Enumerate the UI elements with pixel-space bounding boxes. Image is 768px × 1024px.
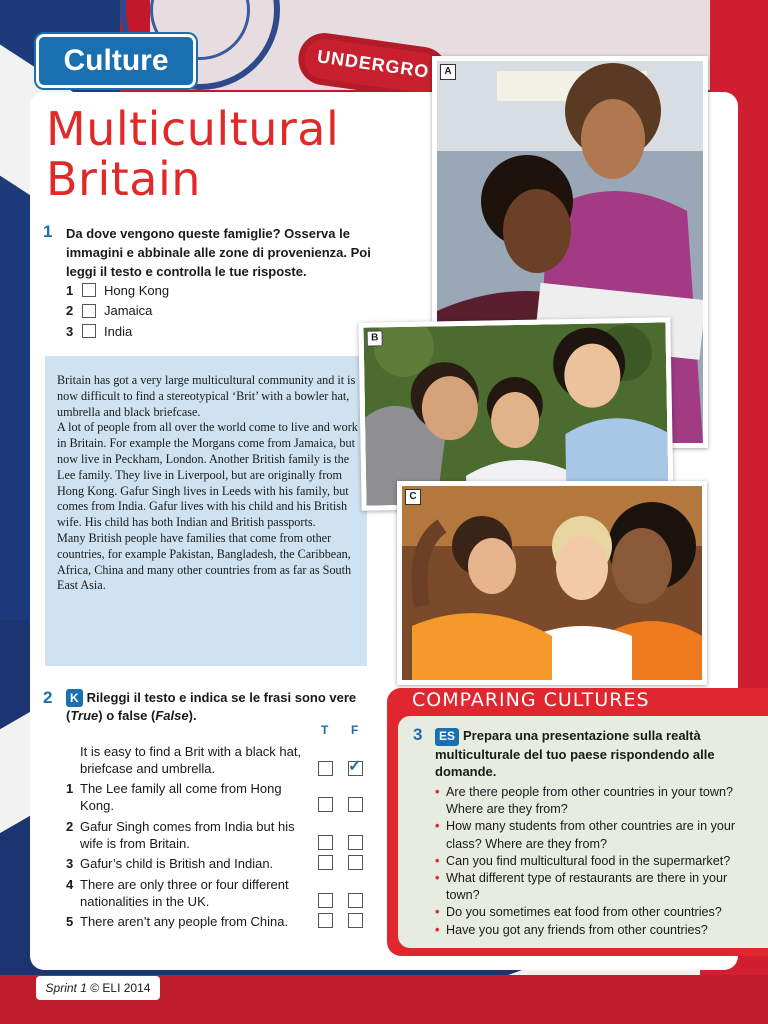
question-item: • How many students from other countries are in your class? Where are they from?: [435, 818, 755, 852]
photo-c: [397, 481, 707, 685]
section-tag: Culture: [36, 34, 196, 88]
statement-text: The Lee family all come from Hong Kong.: [80, 781, 282, 813]
statement-text: There aren’t any people from China.: [80, 914, 289, 929]
statement-text: Gafur Singh comes from India but his wife is from Britain.: [80, 819, 295, 851]
reading-paragraph: Many British people have families that come from other countries, for example Pakistan, Bangladesh, the Caribbean, Africa, China and many other countries from as far as South East Asia.: [57, 530, 352, 593]
option-label: Jamaica: [104, 303, 153, 319]
true-checkbox[interactable]: [318, 893, 333, 908]
false-checkbox[interactable]: [348, 913, 363, 928]
footer-credit: [36, 976, 160, 1000]
exercise-3-instruction: ES Prepara una presentazione sulla realtà multiculturale del tuo paese rispondendo alle domande.: [435, 728, 715, 779]
false-column-header: F: [351, 723, 359, 737]
option-row: 1 Hong Kong: [66, 282, 170, 298]
checkbox[interactable]: [82, 283, 96, 297]
option-row: 3 India: [66, 323, 133, 339]
statement-text: It is easy to find a Brit with a black hat, briefcase and umbrella.: [80, 744, 302, 776]
family-b-image: [363, 322, 668, 505]
option-row: 2 Jamaica: [66, 303, 153, 319]
title-line-1: Multicultural: [46, 102, 340, 156]
title-line-2: Britain: [46, 152, 201, 206]
question-list: [435, 784, 755, 939]
question-item: • Are there people from other countries in your town? Where are they from?: [435, 784, 755, 818]
false-checkbox-checked[interactable]: [348, 758, 363, 776]
true-checkbox[interactable]: [318, 855, 333, 870]
photo-label-c: C: [405, 489, 421, 505]
reading-text: [57, 373, 367, 594]
option-label: Hong Kong: [104, 282, 170, 298]
checkbox[interactable]: [82, 304, 96, 318]
exercise-2-number: 2: [43, 688, 53, 707]
exercise-1-instruction: Da dove vengono queste famiglie? Osserva le immagini e abbinale alle zone di provenienza. Poi leggi il testo e controlla le tue risposte.: [66, 226, 371, 279]
true-column-header: T: [321, 723, 329, 737]
exercise-1-number: 1: [43, 222, 53, 241]
question-item: • What different type of restaurants are there in your town?: [435, 870, 755, 904]
book-title: Sprint 1: [45, 981, 87, 995]
statement-row: [66, 743, 316, 777]
false-checkbox[interactable]: [348, 855, 363, 870]
exercise-2-instruction: K Rileggi il testo e indica se le frasi sono vere (True) o false (False).: [66, 690, 357, 723]
false-checkbox[interactable]: [348, 797, 363, 812]
question-item: • Have you got any friends from other countries?: [435, 922, 755, 939]
reading-paragraph: A lot of people from all over the world come to live and work in Britain. For example the Morgans come from Jamaica, but now live in Peckham, London. Another British family is the Lee family. They live in Liverpool, but are originally from Hong Kong. Gafur Singh lives in Leeds with his family, but comes from India. Gafur lives with his child and his British wife. His child has both Indian and British passports.: [57, 420, 358, 530]
page-title: [46, 104, 386, 204]
skill-badge-k: K: [66, 689, 83, 707]
statement-row: 3 Gafur’s child is British and Indian.: [66, 856, 274, 871]
true-checkbox[interactable]: [318, 761, 333, 776]
option-label: India: [104, 323, 133, 339]
statement-text: Gafur’s child is British and Indian.: [80, 856, 274, 871]
true-checkbox[interactable]: [318, 835, 333, 850]
exercise-3-number: 3: [413, 725, 423, 744]
false-checkbox[interactable]: [348, 893, 363, 908]
statement-row: 5 There aren’t any people from China.: [66, 914, 289, 929]
skill-badge-es: ES: [435, 728, 459, 746]
tick-icon: ✓: [348, 758, 362, 775]
statement-row: 1 The Lee family all come from Hong Kong.: [66, 780, 316, 814]
statement-row: 2 Gafur Singh comes from India but his wife is from Britain.: [66, 818, 316, 852]
statement-text: There are only three or four different nationalities in the UK.: [80, 877, 289, 909]
true-checkbox[interactable]: [318, 797, 333, 812]
statement-row: 4 There are only three or four different nationalities in the UK.: [66, 876, 316, 910]
false-checkbox[interactable]: [348, 835, 363, 850]
copyright: © ELI 2014: [90, 981, 151, 995]
question-item: • Do you sometimes eat food from other countries?: [435, 904, 755, 921]
reading-paragraph: Britain has got a very large multicultural community and it is now difficult to find a stereotypical ‘Brit’ with a bowler hat, umbrella and black briefcase.: [57, 373, 356, 419]
comparing-cultures-title: COMPARING CULTURES: [412, 689, 650, 711]
family-c-image: [402, 486, 702, 680]
true-checkbox[interactable]: [318, 913, 333, 928]
underground-sign-text: UNDERGRO: [315, 46, 431, 82]
checkbox[interactable]: [82, 324, 96, 338]
photo-label-b: B: [367, 330, 383, 346]
exercise-1-options: [66, 280, 266, 342]
photo-label-a: A: [440, 64, 456, 80]
question-item: • Can you find multicultural food in the supermarket?: [435, 853, 755, 870]
